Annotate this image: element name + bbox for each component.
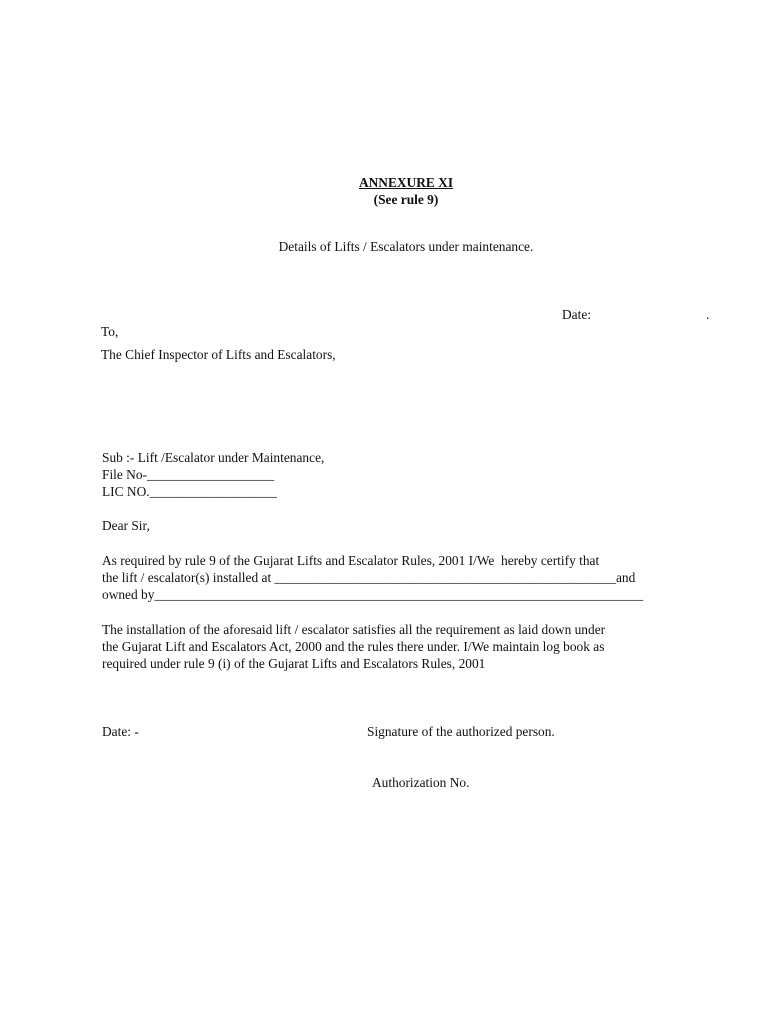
address-to: To,: [101, 324, 119, 339]
compliance-paragraph-line: the Gujarat Lift and Escalators Act, 2000 and the rules there under. I/We maintain log book as: [102, 639, 605, 654]
certification-paragraph-line: As required by rule 9 of the Gujarat Lifts and Escalator Rules, 2001 I/We hereby certify that: [102, 553, 600, 568]
file-number-field: File No-___________________: [102, 467, 275, 482]
salutation: Dear Sir,: [102, 518, 150, 533]
date-label-bottom: Date: -: [102, 724, 139, 739]
signature-line: Signature of the authorized person.: [367, 724, 555, 739]
annexure-title: ANNEXURE XI: [358, 175, 454, 190]
date-label-top: Date:: [562, 307, 591, 322]
authorization-number: Authorization No.: [372, 775, 470, 790]
compliance-paragraph-line: required under rule 9 (i) of the Gujarat Lifts and Escalators Rules, 2001: [102, 656, 486, 671]
lic-number-field: LIC NO.___________________: [102, 484, 277, 499]
rule-reference: (See rule 9): [373, 192, 439, 207]
address-recipient: The Chief Inspector of Lifts and Escalators,: [101, 347, 336, 362]
document-heading: Details of Lifts / Escalators under maintenance.: [278, 239, 534, 254]
compliance-paragraph-line: The installation of the aforesaid lift / escalator satisfies all the requirement as laid down under: [102, 622, 606, 637]
date-trailing-dot: .: [706, 307, 710, 322]
certification-paragraph-line: owned by_________________________________________________________________________: [102, 587, 644, 602]
subject-line: Sub :- Lift /Escalator under Maintenance,: [102, 450, 325, 465]
certification-paragraph-line: the lift / escalator(s) installed at ___________________________________________________and: [102, 570, 636, 585]
